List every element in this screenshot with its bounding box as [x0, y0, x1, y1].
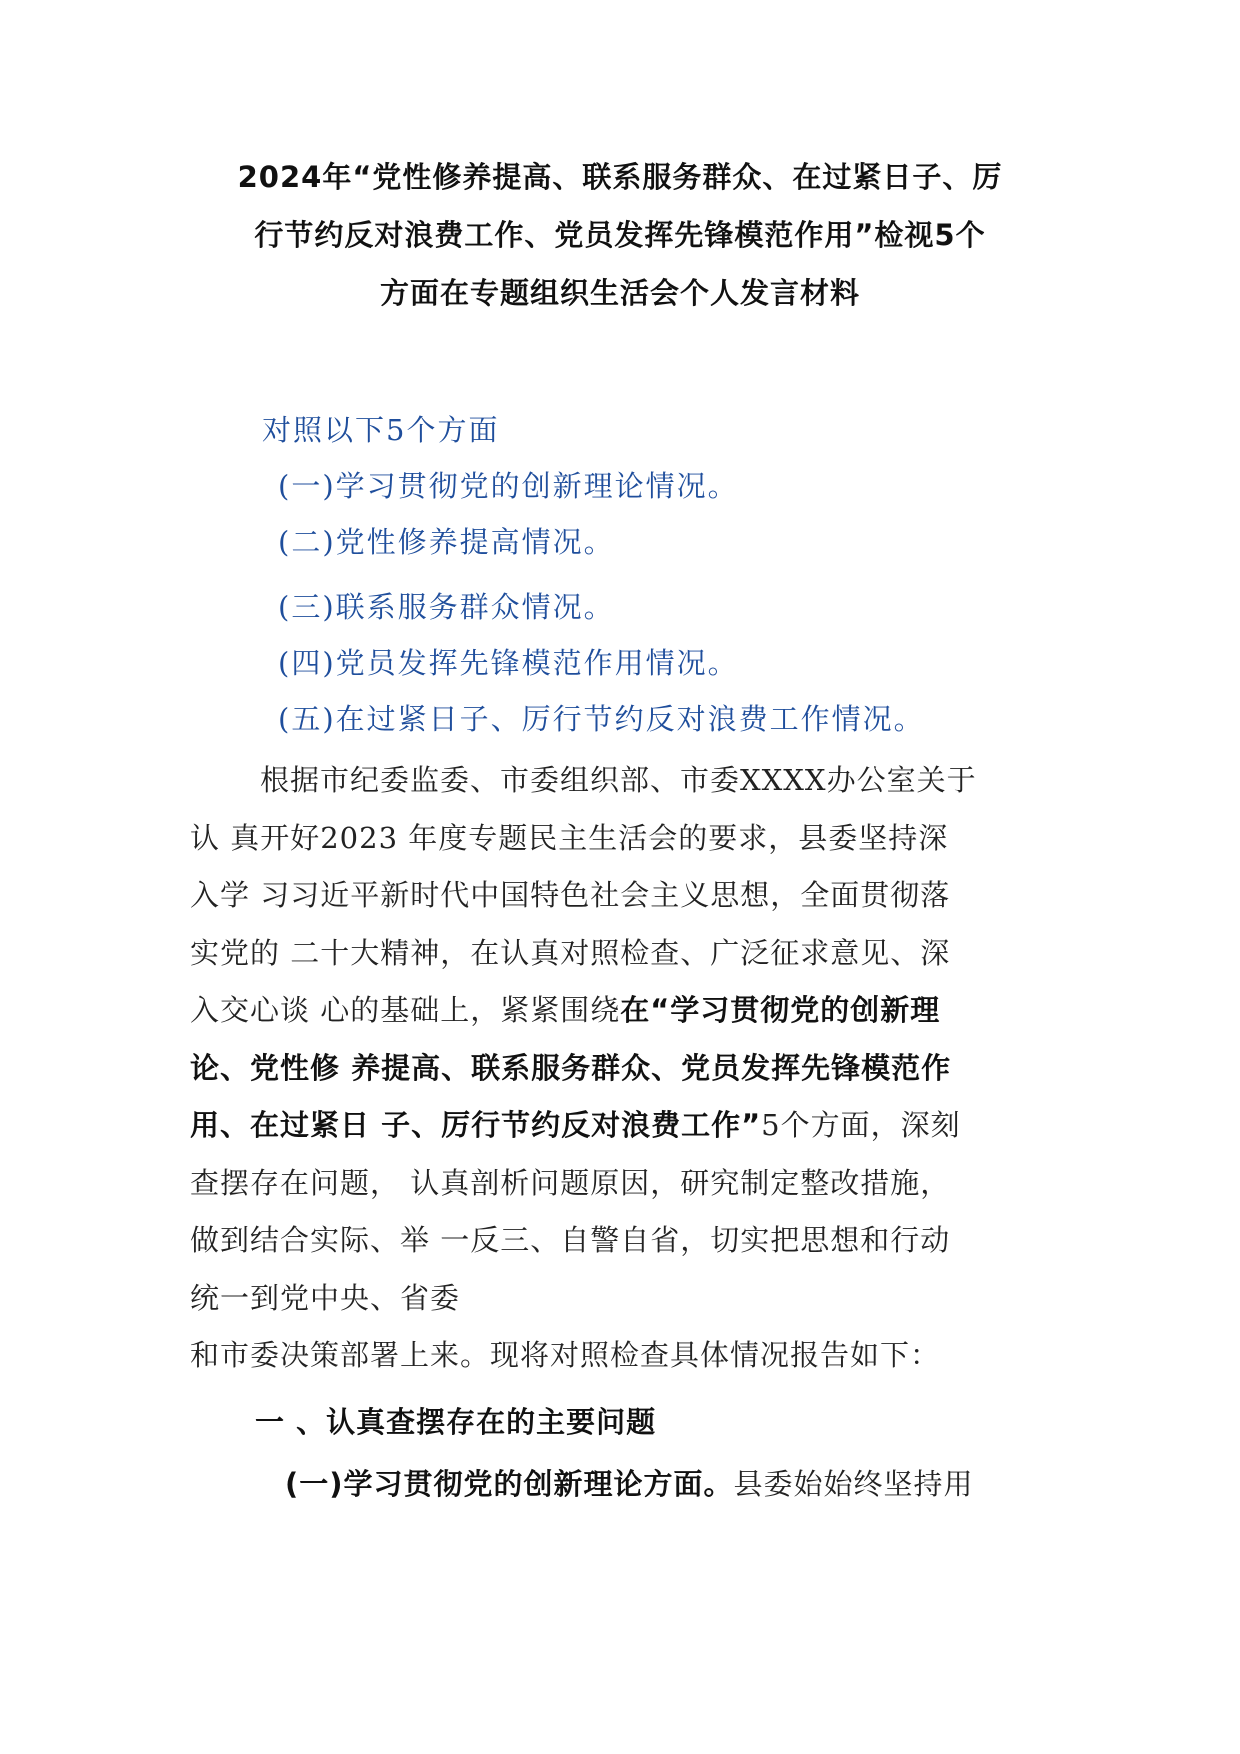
- intro-paragraph: [190, 752, 1070, 1385]
- title-line-1: 2024年“党性修养提高、联系服务群众、在过紧日子、厉: [237, 160, 1003, 194]
- intro-line-7: [190, 1097, 1070, 1155]
- intro-line-7-bold: 用、在过紧日 子、厉行节约反对浪费工作”: [190, 1108, 762, 1142]
- intro-line-11: 和市委决策部署上来。现将对照检查具体情况报告如下：: [190, 1338, 941, 1372]
- sub-section-one-line: [285, 1462, 974, 1503]
- aspect-item-3: (三)联系服务群众情况。: [278, 590, 615, 624]
- aspect-item-1: (一)学习贯彻党的创新理论情况。: [278, 469, 739, 503]
- title-line-3: 方面在专题组织生活会个人发言材料: [379, 276, 860, 310]
- title-line-2: 行节约反对浪费工作、党员发挥先锋模范作用”检视5个: [254, 218, 986, 252]
- aspect-item-4: (四)党员发挥先锋模范作用情况。: [278, 646, 739, 680]
- intro-line-6: [190, 1040, 1070, 1098]
- intro-line-10: 统一到党中央、省委: [190, 1280, 461, 1315]
- aspect-item-5: (五)在过紧日子、厉行节约反对浪费工作情况。: [278, 702, 925, 736]
- intro-line-7-plain: 5个方面，深刻: [761, 1108, 961, 1142]
- sub-section-one-text: 县委始始终坚持用: [733, 1467, 974, 1501]
- document-title: [190, 148, 1050, 322]
- intro-line-5-plain: 入交心谈 心的基础上，紧紧围绕: [190, 993, 621, 1027]
- intro-line-9: 做到结合实际、举 一反三、自警自省，切实把思想和行动: [190, 1223, 951, 1257]
- aspects-heading: 对照以下5个方面: [262, 413, 500, 447]
- intro-line-6-bold: 论、党性修 养提高、联系服务群众、党员发挥先锋模范作: [190, 1050, 952, 1085]
- section-one-heading: 一 、认真查摆存在的主要问题: [255, 1405, 657, 1439]
- intro-line-5: [190, 982, 1070, 1040]
- intro-line-3: 入学 习习近平新时代中国特色社会主义思想，全面贯彻落: [190, 878, 951, 912]
- intro-line-2: 认 真开好2023 年度专题民主生活会的要求，县委坚持深: [190, 820, 949, 855]
- sub-section-one-heading: (一)学习贯彻党的创新理论方面。: [285, 1467, 734, 1501]
- intro-line-8: 查摆存在问题， 认真剖析问题原因，研究制定整改措施，: [190, 1165, 951, 1200]
- intro-line-1: 根据市纪委监委、市委组织部、市委XXXX办公室关于: [260, 763, 977, 797]
- intro-line-5-bold: 在“学习贯彻党的创新理: [620, 993, 941, 1027]
- aspect-item-2: (二)党性修养提高情况。: [278, 525, 615, 559]
- intro-line-4: 实党的 二十大精神，在认真对照检查、广泛征求意见、深: [190, 935, 951, 970]
